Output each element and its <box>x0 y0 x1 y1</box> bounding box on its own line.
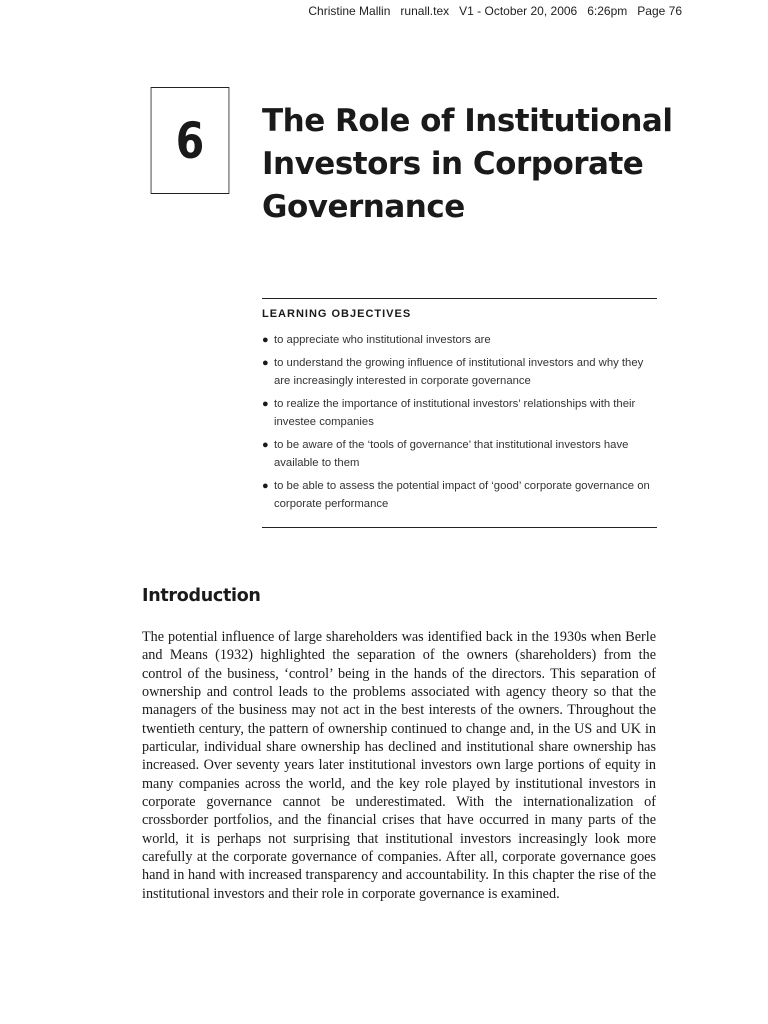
section-heading-introduction: Introduction <box>142 586 261 606</box>
list-item-text: to appreciate who institutional investors are <box>274 334 491 346</box>
header-author: Christine Mallin <box>308 4 391 18</box>
header-file: runall.tex <box>400 4 450 18</box>
list-item-text: to realize the importance of institutional investors’ relationships with their investee companies <box>274 397 636 428</box>
learning-objectives-box <box>262 298 657 528</box>
bullet-icon: ● <box>262 438 269 451</box>
chapter-number: 6 <box>175 111 205 170</box>
header-version: V1 - October 20, 2006 <box>459 4 578 18</box>
introduction-paragraph: The potential influence of large shareholders was identified back in the 1930s when Berle and Means (1932) highlighted the separation of the owners (shareholders) from the control of the business, ‘control’ being in the hands of the directors. This separation of ownership and control leads to the problems associated with agency theory so that the managers of the business may not act in the best interests of the owners. Throughout the twentieth century, the pattern of ownership continued to change and, in the US and UK in particular, individual share ownership has declined and institutional share ownership has increased. Over seventy years later institutional investors own large portions of equity in many companies across the world, and the key role played by institutional investors in corporate governance cannot be underestimated. With the internationalization of crossborder portfolios, and the financial crises that have occurred in many parts of the world, it is perhaps not surprising that institutional investors increasingly look more carefully at the corporate governance of companies. After all, corporate governance goes hand in hand with increased transparency and accountability. In this chapter the rise of the institutional investors and their role in corporate governance is examined. <box>142 629 656 902</box>
list-item <box>262 331 657 350</box>
chapter-title: The Role of Institutional Investors in Corporate Governance <box>262 103 673 225</box>
list-item-text: to understand the growing influence of institutional investors and why they are increasingly interested in corporate governance <box>274 356 644 387</box>
bullet-icon: ● <box>262 479 269 492</box>
bullet-icon: ● <box>262 397 269 410</box>
list-item <box>262 436 657 473</box>
list-item <box>262 354 657 391</box>
chapter-number-box <box>151 87 230 194</box>
learning-objectives-list <box>262 331 657 514</box>
list-item-text: to be aware of the ‘tools of governance’ that institutional investors have available to them <box>274 438 629 469</box>
running-header <box>308 4 682 18</box>
list-item <box>262 395 657 432</box>
bullet-icon: ● <box>262 356 269 369</box>
header-time: 6:26pm <box>587 4 628 18</box>
bullet-icon: ● <box>262 334 269 346</box>
list-item-text: to be able to assess the potential impact of ‘good’ corporate governance on corporate performance <box>274 479 650 510</box>
header-page: Page 76 <box>637 4 682 18</box>
list-item <box>262 477 657 514</box>
learning-objectives-heading: LEARNING OBJECTIVES <box>262 308 412 320</box>
